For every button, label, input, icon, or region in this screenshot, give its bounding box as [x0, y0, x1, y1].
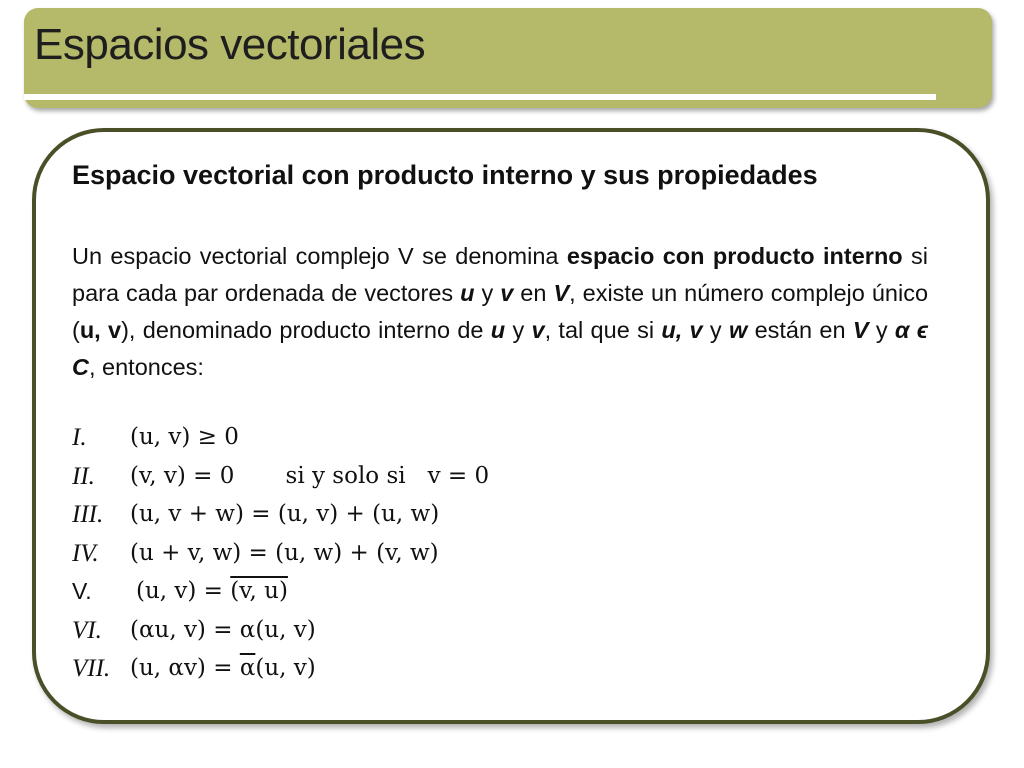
conjugate-term: (v, u)	[230, 578, 288, 604]
paragraph-text: , tal que si	[544, 317, 662, 343]
property-formula	[136, 578, 288, 604]
vector-symbol: u	[490, 317, 506, 343]
formula-left: (u, v) =	[136, 578, 231, 604]
vector-symbol: v	[500, 280, 514, 306]
property-formula	[130, 655, 316, 681]
property-numeral: IV.	[72, 539, 99, 567]
paragraph-text: y	[474, 280, 501, 306]
property-numeral: III.	[72, 501, 104, 528]
definition-paragraph	[72, 238, 928, 386]
paragraph-text: y	[505, 317, 532, 343]
property-numeral: I.	[72, 424, 87, 451]
property-formula: (u, v + w) = (u, v) + (u, w)	[130, 501, 440, 527]
vector-symbol: v	[531, 317, 545, 343]
formula-right: (u, v)	[255, 655, 316, 681]
paragraph-text: y	[868, 317, 895, 343]
property-formula: (u, v) ≥ 0	[130, 424, 239, 450]
property-formula: (u + v, w) = (u, w) + (v, w)	[130, 539, 439, 566]
section-heading: Espacio vectorial con producto interno y sus propiedades	[72, 160, 818, 190]
formula-left: (u, αv) =	[130, 655, 240, 681]
scalar-condition: α ϵ C	[72, 317, 929, 380]
conjugate-alpha: $\overline{\alpha}$	[239, 655, 256, 681]
property-numeral: VI.	[72, 616, 102, 644]
vector-symbol: w	[729, 317, 748, 343]
title-underline	[24, 94, 936, 100]
property-numeral: II.	[72, 462, 95, 490]
paragraph-text: , entonces:	[88, 354, 204, 380]
paragraph-text: , existe un número complejo único (	[72, 280, 929, 343]
paragraph-text: si para cada par ordenada de vectores	[72, 243, 928, 306]
slide-title: Espacios vectoriales	[34, 20, 426, 69]
inner-product-notation: u, v	[79, 317, 122, 343]
property-formula: (v, v) = 0 si y solo si v = 0	[130, 462, 490, 489]
paragraph-text: están en	[747, 317, 853, 343]
paragraph-bold-term: espacio con producto interno	[566, 243, 903, 269]
paragraph-text: y	[702, 317, 729, 343]
space-symbol: V	[553, 280, 570, 306]
property-numeral: V.	[72, 578, 92, 604]
property-numeral: VII.	[72, 655, 111, 682]
paragraph-text: en	[513, 280, 554, 306]
space-symbol: V	[852, 317, 869, 343]
property-formula: (αu, v) = α(u, v)	[130, 616, 316, 643]
vector-symbol: u	[460, 280, 475, 306]
title-banner	[24, 8, 992, 108]
paragraph-text: Un espacio vectorial complejo V se denomina	[72, 243, 567, 269]
vector-symbols: u, v	[661, 317, 703, 343]
paragraph-text: ), denominado producto interno de	[121, 317, 491, 343]
